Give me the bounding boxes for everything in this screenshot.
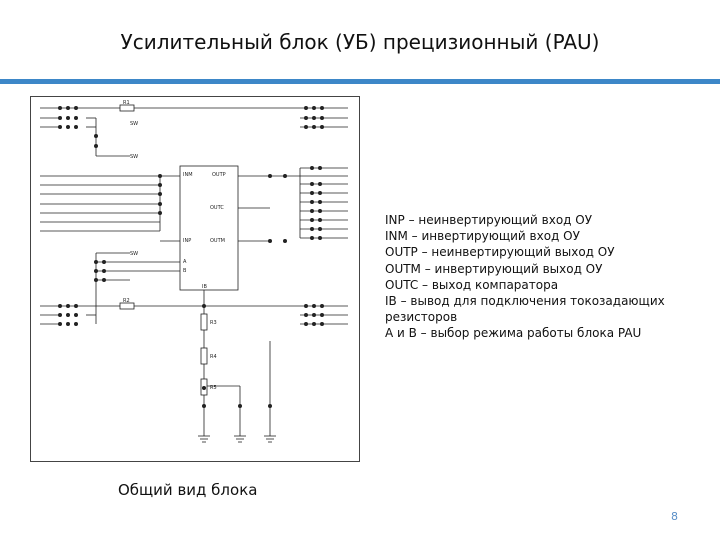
- description-line: INM – инвертирующий вход ОУ: [385, 229, 580, 244]
- title-divider: [0, 79, 720, 84]
- component-label-r-bottom: R2: [123, 298, 130, 304]
- figure-caption: Общий вид блока: [118, 481, 258, 499]
- description-line: OUTC – выход компаратора: [385, 277, 559, 292]
- component-label-sw-bottom: SW: [130, 251, 139, 257]
- schematic-figure: [30, 96, 360, 462]
- pin-label-inp: INP: [183, 238, 192, 244]
- component-label-sw-top: SW: [130, 121, 139, 127]
- description-line: INP – неинвертирующий вход ОУ: [385, 213, 593, 227]
- description-line: IB – вывод для подключения токозадающих: [385, 294, 665, 309]
- pin-label-inm: INM: [183, 172, 193, 178]
- component-label-sw-mid: SW: [130, 154, 139, 160]
- pin-label-a: A: [183, 259, 187, 265]
- pin-label-b: B: [183, 268, 187, 274]
- pin-label-ib: IB: [202, 284, 207, 290]
- page-number: 8: [671, 510, 678, 523]
- pin-label-outc: OUTC: [210, 205, 224, 211]
- block-schematic-diagram: [30, 96, 360, 462]
- resistor-ib-1: [201, 314, 207, 330]
- description-line: A и B – выбор режима работы блока PAU: [385, 326, 642, 341]
- pin-label-outp: OUTP: [212, 172, 226, 178]
- pin-description-list: [385, 212, 685, 342]
- description-line: резисторов: [385, 310, 458, 325]
- description-line: OUTP – неинвертирующий выход ОУ: [385, 245, 615, 260]
- component-label-r-top: R1: [123, 100, 130, 106]
- component-label-r-ib1: R3: [210, 320, 217, 326]
- component-label-r-ib3: R5: [210, 385, 217, 391]
- pin-label-outm: OUTM: [210, 238, 225, 244]
- resistor-ib-2: [201, 348, 207, 364]
- slide-title: Усилительный блок (УБ) прецизионный (PAU): [120, 30, 600, 54]
- description-line: OUTM – инвертирующий выход ОУ: [385, 261, 603, 276]
- component-label-r-ib2: R4: [210, 354, 217, 360]
